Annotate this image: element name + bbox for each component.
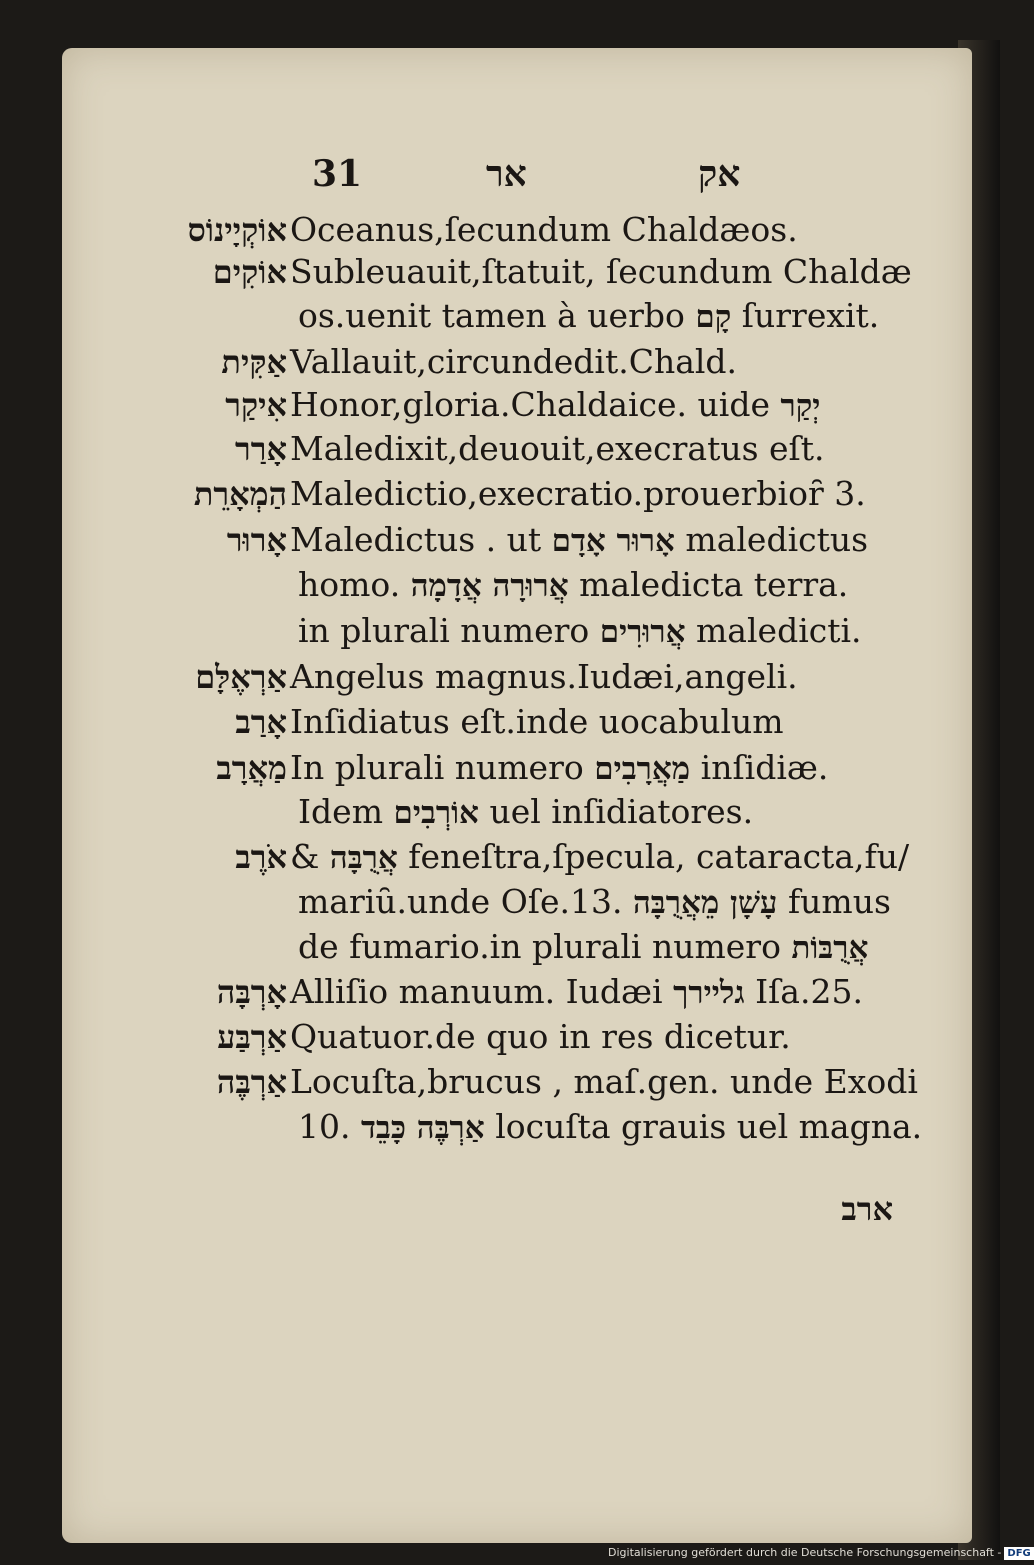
- latin-text-cont: maledictus: [685, 520, 869, 559]
- latin-text-cont: Iſa.25.: [755, 972, 863, 1011]
- inline-hebrew: קָם: [695, 299, 732, 335]
- entry-headword: אָרְבָּה: [216, 973, 287, 1011]
- entry-line: [290, 700, 784, 744]
- credit-text: Digitalisierung gefördert durch die Deutsche Forschungsgemeinschaft -: [608, 1546, 1002, 1559]
- entry-headword: אִיקַר: [225, 386, 287, 424]
- latin-text-cont: fumus: [787, 882, 891, 921]
- running-head-middle: אר: [486, 153, 527, 195]
- entry-headword: הַמְאָרֵת: [193, 475, 287, 513]
- latin-text: Subleuauit,ſtatuit, ſecundum Chaldæ: [290, 252, 912, 291]
- latin-text: Angelus magnus.Iudæi,angeli.: [290, 657, 798, 696]
- latin-text-cont: locuſta grauis uel magna.: [495, 1107, 923, 1146]
- running-head-right: אק: [698, 153, 741, 195]
- entry-headword: אָרַב: [235, 703, 287, 741]
- latin-text: Maledictio,execratio.prouerbioȓ 3.: [290, 474, 866, 513]
- entry-line: [298, 925, 868, 970]
- inline-hebrew: עָשָׁן מֵאֲרֻבָּה: [632, 885, 778, 921]
- latin-text: Honor,gloria.Chaldaice. uide: [290, 385, 770, 424]
- entry-line: [290, 518, 868, 563]
- latin-text: homo.: [298, 565, 401, 604]
- inline-hebrew: אָרוּר אָדָם: [551, 523, 675, 559]
- entry-headword: אוֹקְיָינוֹס: [187, 211, 287, 249]
- latin-text: Maledixit,deuouit,execratus eſt.: [290, 429, 825, 468]
- entry-line: [290, 427, 825, 471]
- latin-text: Maledictus . ut: [290, 520, 542, 559]
- latin-text-cont: uel inſidiatores.: [489, 792, 754, 831]
- dfg-logo: DFG: [1004, 1547, 1033, 1560]
- inline-hebrew: אֲרֻבָּה: [329, 840, 398, 876]
- inline-hebrew: אוֹרְבִים: [393, 795, 479, 831]
- entry-line: [290, 1060, 918, 1104]
- page-number: 31: [312, 153, 363, 195]
- latin-text: Vallauit,circundedit.Chald.: [290, 342, 738, 381]
- digitization-credit: [608, 1545, 1034, 1561]
- latin-text-cont: feneſtra,ſpecula, cataracta,fu/: [408, 837, 910, 876]
- inline-hebrew: גליירך: [673, 975, 745, 1011]
- entry-line: [290, 250, 912, 294]
- entry-headword: אַקִּית: [221, 343, 287, 381]
- entry-headword: אַרְבֶּה: [216, 1063, 287, 1101]
- entry-line: [290, 472, 866, 516]
- latin-text-cont: maledicta terra.: [579, 565, 849, 604]
- entry-line: [298, 880, 891, 925]
- entry-line: [290, 970, 863, 1015]
- entry-headword: אֹרֶב: [235, 838, 287, 876]
- inline-hebrew: יְקַר: [780, 388, 821, 424]
- entry-headword: אָרוּר: [226, 521, 287, 559]
- entry-line: [298, 609, 862, 654]
- entry-line: [290, 655, 798, 699]
- latin-text: Quatuor.de quo in res dicetur.: [290, 1017, 791, 1056]
- entry-line: [298, 294, 879, 339]
- entry-line: [298, 790, 753, 835]
- catchword: ארב: [841, 1190, 893, 1228]
- entry-headword: אַרְאֶלָּם: [195, 658, 287, 696]
- latin-text-cont: ſurrexit.: [741, 296, 880, 335]
- inline-hebrew: אֲרוּרִים: [599, 614, 686, 650]
- inline-hebrew: מַאֲרָבִים: [594, 751, 691, 787]
- entry-headword: אָרַר: [235, 430, 287, 468]
- entry-line: [290, 208, 798, 252]
- latin-text: Idem: [298, 792, 383, 831]
- latin-text: In plurali numero: [290, 748, 584, 787]
- latin-text: Locuſta,brucus , maſ.gen. unde Exodi: [290, 1062, 918, 1101]
- entry-line: [290, 835, 909, 880]
- entry-line: [298, 1105, 922, 1150]
- entry-line: [290, 746, 828, 791]
- inline-hebrew: אַרְבֶּה כָּבֵד: [360, 1110, 485, 1146]
- latin-text: Inſidiatus eſt.inde uocabulum: [290, 702, 784, 741]
- entry-headword: אוֹקִים: [212, 253, 287, 291]
- inline-hebrew: אֲרוּרָה אֲדָמָה: [410, 568, 569, 604]
- latin-text-cont: inſidiæ.: [700, 748, 829, 787]
- inline-hebrew: אֲרֻבּוֹת: [791, 930, 869, 966]
- latin-text: in plurali numero: [298, 611, 590, 650]
- latin-text: de fumario.in plurali numero: [298, 927, 781, 966]
- latin-text: Oceanus,ſecundum Chaldæos.: [290, 210, 798, 249]
- latin-text-cont: maledicti.: [696, 611, 862, 650]
- entry-line: [298, 563, 848, 608]
- latin-text: 10.: [298, 1107, 351, 1146]
- entry-line: [290, 340, 737, 384]
- entry-line: [290, 383, 820, 428]
- latin-text: os.uenit tamen à uerbo: [298, 296, 685, 335]
- latin-text: &: [290, 837, 320, 876]
- entry-line: [290, 1015, 791, 1059]
- latin-text: mariȗ.unde Oſe.13.: [298, 882, 623, 921]
- entry-headword: מַאֲרָב: [216, 749, 287, 787]
- entry-headword: אַרְבַּע: [217, 1018, 287, 1056]
- latin-text: Alliſio manuum. Iudæi: [290, 972, 663, 1011]
